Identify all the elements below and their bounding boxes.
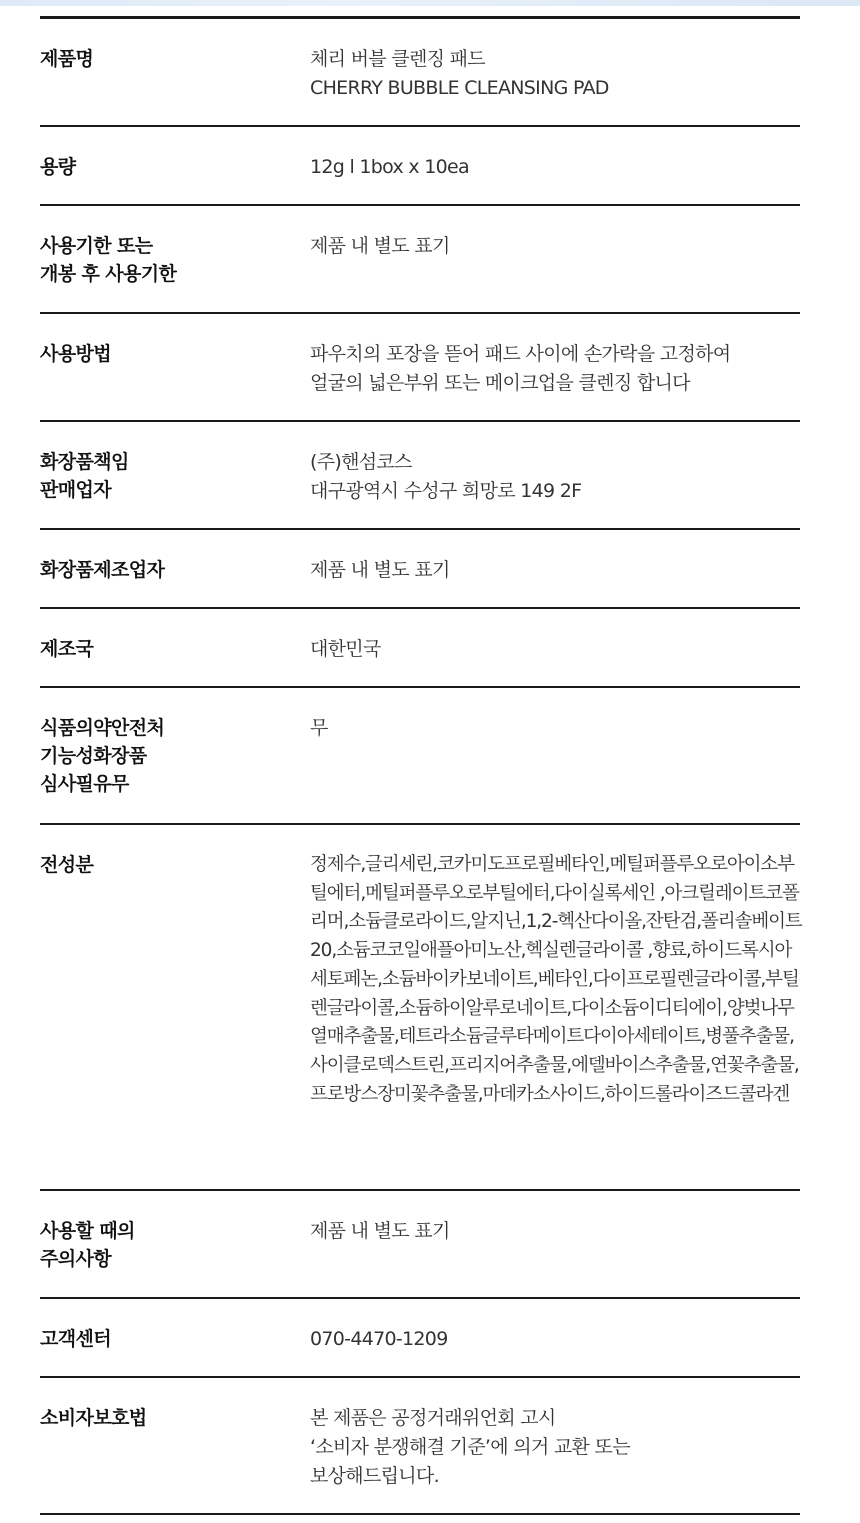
row-label: 식품의약안전처 기능성화장품 심사필유무 (40, 717, 165, 795)
row-label: 고객센터 (40, 1328, 112, 1350)
row-label: 화장품책임 판매업자 (40, 451, 129, 501)
row-precautions (40, 1191, 800, 1299)
row-label: 소비자보호법 (40, 1407, 147, 1429)
row-value: 제품 내 별도 표기 (310, 235, 450, 257)
row-mfds-review (40, 688, 800, 825)
row-value: 파우치의 포장을 뜯어 패드 사이에 손가락을 고정하여 얼굴의 넓은부위 또는 메이크업을 클렌징 합니다 (310, 343, 731, 394)
row-value: (주)핸섬코스 대구광역시 수성구 희망로 149 2F (310, 451, 582, 502)
row-customer-center (40, 1299, 800, 1378)
row-value: 070-4470-1209 (310, 1328, 448, 1350)
row-value: 제품 내 별도 표기 (310, 1220, 450, 1242)
row-value: 정제수,글리세린,코카미도프로필베타인,메틸퍼플루오로아이소부틸에터,메틸퍼플루오로부틸에터,다이실록세인 ,아크릴레이트코폴리머,소듐클로라이드,알지닌,1,2-헥산다이올,잔탄검,폴리솔베이트20,소듐코코일애플아미노산,헥실렌글라이콜 ,향료,하이드록시아세토페논,소듐바이카보네이트,베타인,다이프로필렌글라이콜,부틸렌글라이콜,소듐하이알루로네이트,다이소듐이디티에이,양벚나무열매추출물,테트라소듐글루타메이트다이아세테이트,병풀추출물,사이클로덱스트린,프리지어추출물,에델바이스추출물,연꽃추출물,프로방스장미꽃추출물,마데카소사이드,하이드롤라이즈드콜라겐 (310, 854, 802, 1105)
row-label: 사용할 때의 주의사항 (40, 1220, 135, 1270)
row-value: 체리 버블 클렌징 패드 CHERRY BUBBLE CLEANSING PAD (310, 48, 609, 99)
row-country (40, 609, 800, 688)
row-value: 대한민국 (310, 638, 381, 660)
row-value: 제품 내 별도 표기 (310, 559, 450, 581)
row-label: 화장품제조업자 (40, 559, 165, 581)
row-value: 12g l 1box x 10ea (310, 156, 469, 178)
row-expiry (40, 206, 800, 314)
product-info-table (40, 16, 800, 1515)
row-product-name (40, 19, 800, 127)
top-decorative-band (0, 0, 860, 6)
row-value: 본 제품은 공정거래위언회 고시 ‘소비자 분쟁해결 기준’에 의거 교환 또는 보상해드립니다. (310, 1407, 630, 1487)
row-consumer-protection (40, 1378, 800, 1515)
row-label: 사용기한 또는 개봉 후 사용기한 (40, 235, 177, 285)
row-label: 제조국 (40, 638, 94, 660)
row-responsible-seller (40, 422, 800, 530)
row-ingredients (40, 825, 800, 1191)
row-manufacturer (40, 530, 800, 609)
row-usage (40, 314, 800, 422)
row-label: 제품명 (40, 48, 94, 70)
row-label: 전성분 (40, 854, 94, 876)
row-value: 무 (310, 717, 328, 739)
row-label: 사용방법 (40, 343, 112, 365)
row-capacity (40, 127, 800, 206)
row-label: 용량 (40, 156, 76, 178)
